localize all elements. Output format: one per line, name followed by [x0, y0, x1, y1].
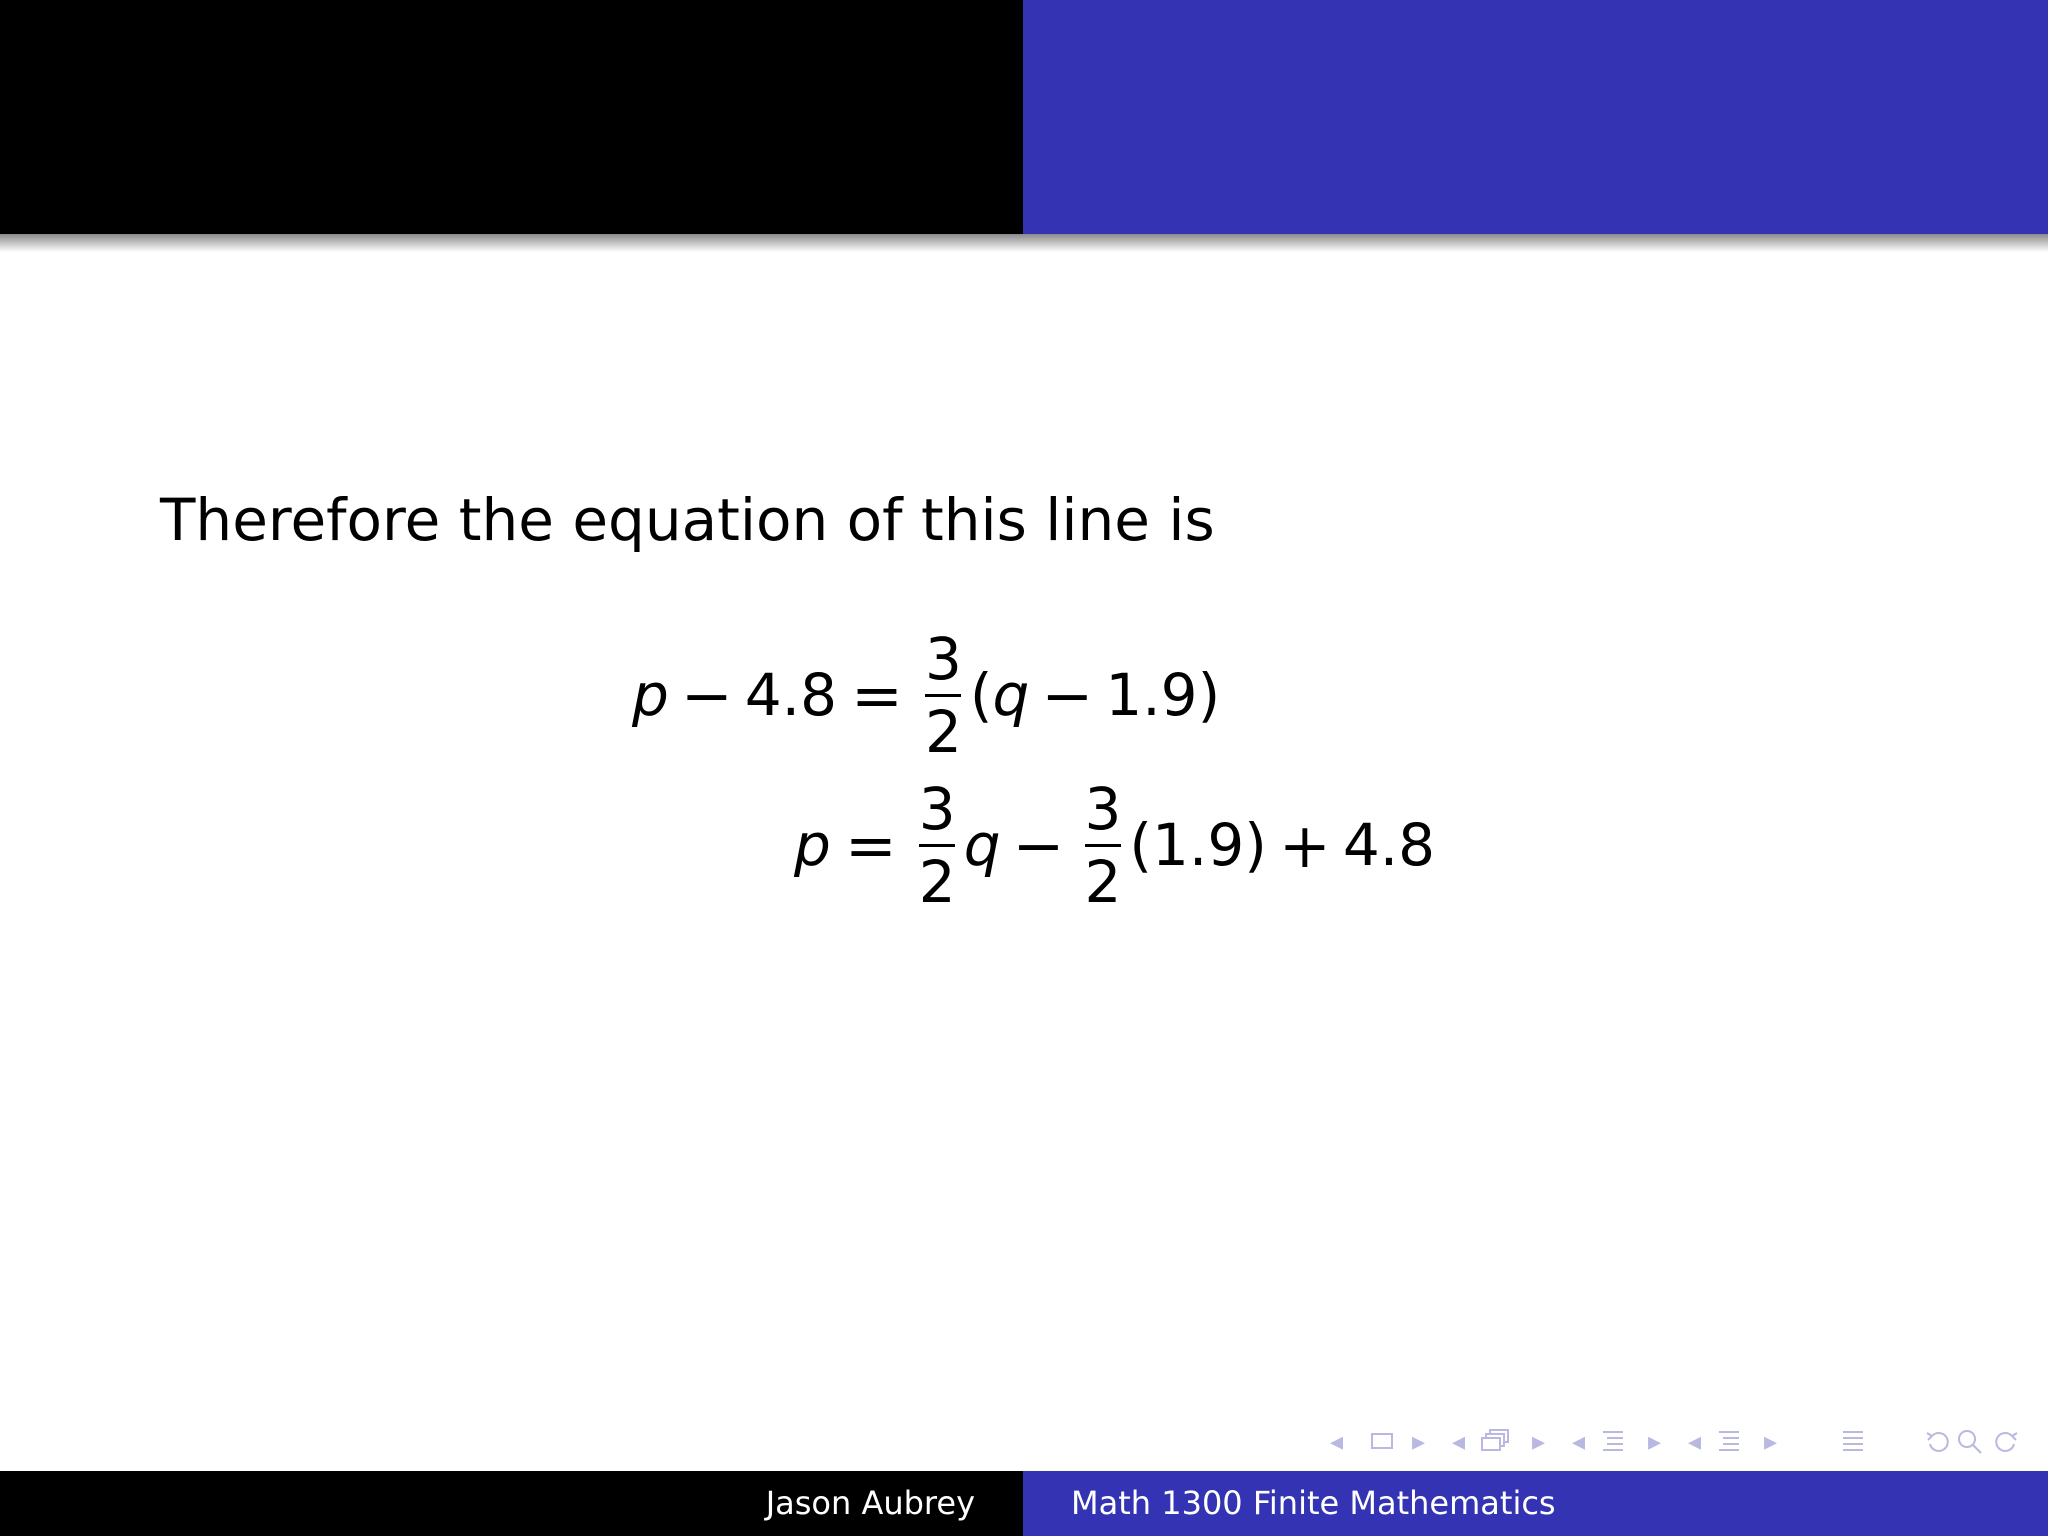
footer-right-panel	[1023, 1471, 2048, 1536]
arrow-left-icon[interactable]: ◂	[1688, 1427, 1702, 1457]
eq2-frac1-bar	[919, 844, 955, 847]
eq1-equals: =	[851, 658, 903, 732]
eq1-minus2: −	[1041, 658, 1094, 732]
equation-slope-intercept	[794, 765, 1435, 925]
arrow-right-icon[interactable]: ▸	[1412, 1427, 1426, 1457]
section-icon[interactable]	[1600, 1428, 1626, 1456]
eq1-lhs-num: 4.8	[744, 661, 838, 729]
arrow-right-icon[interactable]: ▸	[1532, 1427, 1546, 1457]
arrow-right-icon[interactable]: ▸	[1764, 1427, 1778, 1457]
footer-left-panel	[0, 1471, 1023, 1536]
header-right-panel	[1023, 0, 2048, 234]
arrow-left-icon[interactable]: ◂	[1452, 1427, 1466, 1457]
eq1-minus: −	[680, 658, 733, 732]
arrow-left-icon[interactable]: ◂	[1330, 1427, 1344, 1457]
footer-author: Jason Aubrey	[765, 1484, 975, 1522]
eq1-paren-open: (	[969, 661, 993, 729]
arrow-right-icon[interactable]: ▸	[1648, 1427, 1662, 1457]
frame-icon[interactable]	[1370, 1428, 1394, 1454]
eq2-frac2-denominator: 2	[1084, 847, 1122, 916]
redo-icon[interactable]	[1990, 1428, 2020, 1456]
slide-header	[0, 0, 2048, 234]
equation-point-slope	[632, 615, 1220, 775]
slide-footer	[0, 1471, 2048, 1536]
eq2-fraction-1	[915, 774, 960, 916]
undo-icon[interactable]	[1924, 1428, 1954, 1456]
subsection-icon[interactable]	[1480, 1428, 1512, 1456]
eq2-lhs-var: p	[794, 811, 831, 879]
slide-intro-text: Therefore the equation of this line is	[160, 486, 1215, 554]
eq2-var: q	[963, 811, 1001, 879]
search-icon[interactable]	[1956, 1428, 1986, 1456]
eq2-plus: +	[1278, 808, 1331, 882]
eq2-frac2-numerator: 3	[1084, 774, 1122, 843]
eq1-lhs-var: p	[632, 661, 669, 729]
eq1-frac-denominator: 2	[924, 697, 962, 766]
eq1-frac-numerator: 3	[924, 624, 962, 693]
eq2-frac1-numerator: 3	[918, 774, 956, 843]
header-shadow	[0, 234, 2048, 252]
eq1-paren-close: )	[1197, 661, 1221, 729]
footer-course: Math 1300 Finite Mathematics	[1071, 1484, 1556, 1522]
eq1-fraction	[921, 624, 966, 766]
section-icon[interactable]	[1716, 1428, 1742, 1456]
eq2-frac2-bar	[1085, 844, 1121, 847]
eq1-num: 1.9	[1105, 661, 1198, 729]
header-left-panel	[0, 0, 1023, 234]
beamer-navigation-symbols	[1330, 1424, 2030, 1460]
eq2-minus: −	[1012, 808, 1065, 882]
eq2-frac1-denominator: 2	[918, 847, 956, 916]
arrow-left-icon[interactable]: ◂	[1572, 1427, 1586, 1457]
eq2-fraction-2	[1080, 774, 1125, 916]
align-icon[interactable]	[1840, 1428, 1866, 1456]
eq1-frac-bar	[925, 694, 961, 697]
eq2-paren-term: (1.9)	[1129, 811, 1267, 879]
eq1-var: q	[992, 661, 1030, 729]
eq2-equals: =	[844, 808, 897, 882]
eq2-const: 4.8	[1342, 811, 1436, 879]
